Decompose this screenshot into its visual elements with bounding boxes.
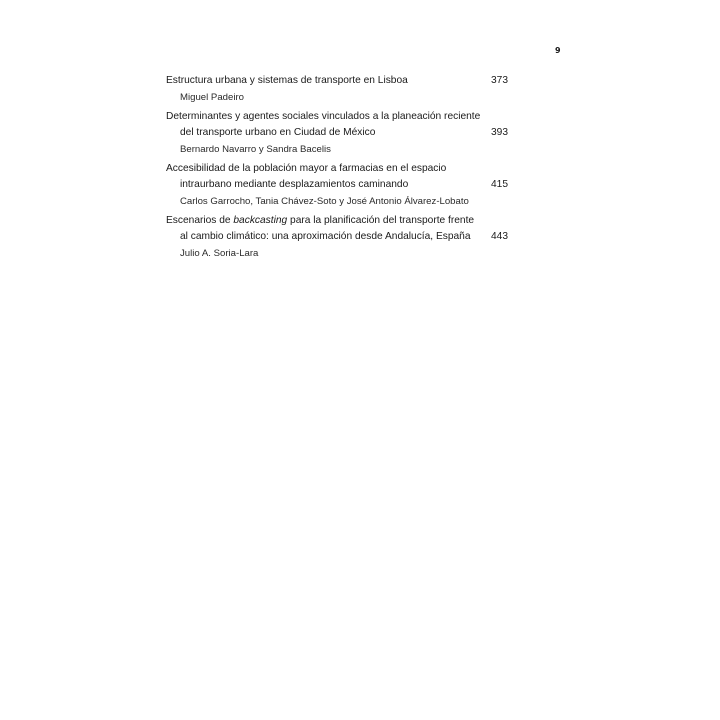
toc-entry-title [166,161,466,193]
toc-title-line: del transporte urbano en Ciudad de México [180,127,376,138]
toc-title-text: para la planificación del transporte frente [287,215,475,226]
toc-entry [166,73,508,106]
toc-entry [166,109,508,158]
toc-entry-authors: Julio A. Soria-Lara [180,248,259,259]
toc-title-text: Escenarios de [166,215,234,226]
toc-page-number: 393 [491,127,508,138]
toc-entry [166,213,508,262]
toc-entry-authors: Carlos Garrocho, Tania Chávez-Soto y José Antonio Álvarez-Lobato [180,196,469,207]
page-number: 9 [555,46,561,55]
toc-title-line [166,213,475,229]
toc-title-italic: backcasting [233,215,288,226]
toc-entry-title [166,73,466,89]
toc-entry-title [166,213,475,245]
toc-title-line: al cambio climático: una aproximación desde Andalucía, España [180,231,471,242]
toc-title-line: Estructura urbana y sistemas de transporte en Lisboa [166,75,408,86]
toc-entry-title [166,109,481,141]
toc-entry [166,161,508,210]
toc-title-line: Accesibilidad de la población mayor a farmacias en el espacio [166,163,447,174]
toc-page-number: 443 [491,231,508,242]
toc-entry-authors: Miguel Padeiro [180,92,244,103]
table-of-contents [166,73,508,267]
toc-page-number: 415 [491,179,508,190]
toc-title-line: Determinantes y agentes sociales vinculados a la planeación reciente [166,111,481,122]
toc-title-line: intraurbano mediante desplazamientos caminando [180,179,409,190]
toc-page-number: 373 [491,75,508,86]
toc-entry-authors: Bernardo Navarro y Sandra Bacelis [180,144,331,155]
